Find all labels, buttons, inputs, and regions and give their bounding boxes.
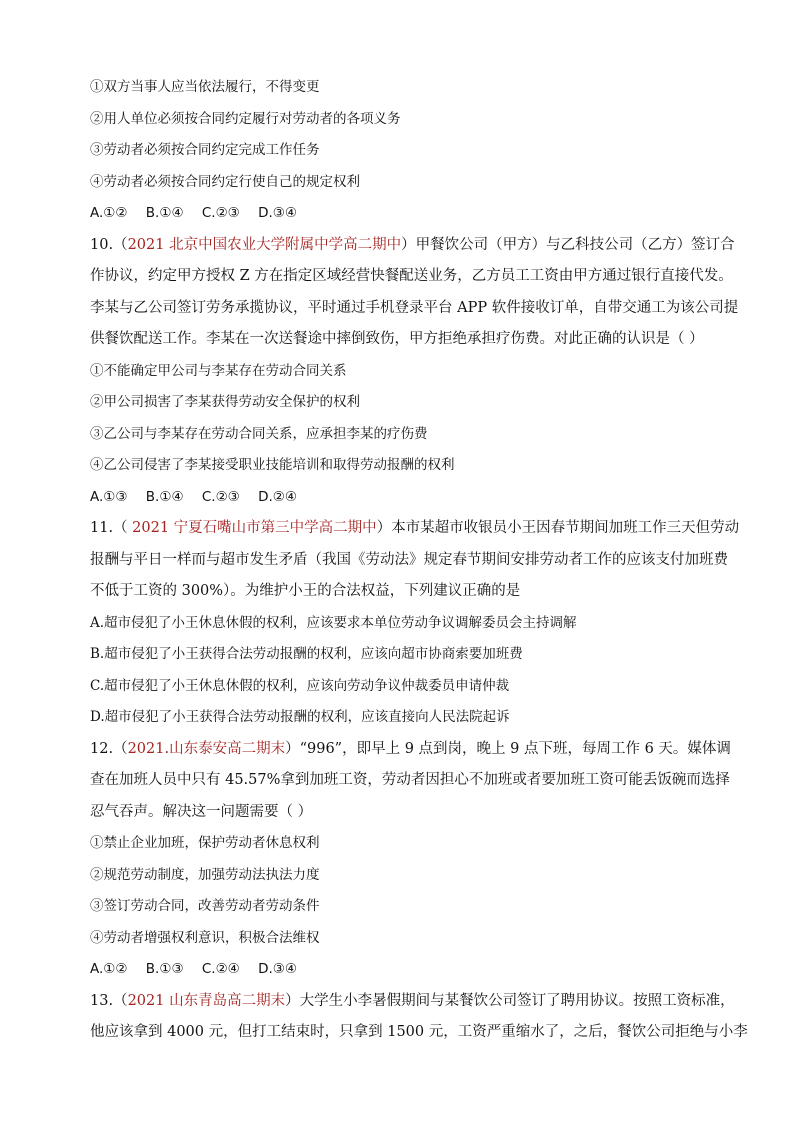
q12-source: 2021.山东泰安高二期末 bbox=[127, 740, 286, 757]
q10-option-4: ④乙公司侵害了李某接受职业技能培训和取得劳动报酬的权利 bbox=[90, 457, 455, 473]
q12-stem-line-3: 忍气吞声。解决这一问题需要（ ） bbox=[90, 803, 313, 820]
q11-number: 11.（ bbox=[90, 520, 128, 536]
q10-choices bbox=[90, 488, 710, 507]
q12-stem-text-1: “996”，即早上 9 点到岗，晚上 9 点下班，每周工作 6 天。媒体调 bbox=[299, 740, 731, 757]
q12-choices bbox=[90, 960, 710, 979]
q10-stem-line-3: 李某与乙公司签订劳务承揽协议，平时通过手机登录平台 APP 软件接收订单，自带交通工为该公司提 bbox=[90, 299, 739, 316]
q11-stem-text-1: 本市某超市收银员小王因春节期间加班工作三天但劳动 bbox=[391, 520, 740, 536]
q10-choice-c: C.②③ bbox=[201, 488, 240, 505]
q10-stem-line-2: 作协议，约定甲方授权 Z 方在指定区域经营快餐配送业务，乙方员工工资由甲方通过银行直接代发。 bbox=[90, 268, 733, 284]
q10-choice-a: A.①③ bbox=[90, 488, 128, 505]
q11-option-c: C.超市侵犯了小王休息休假的权利，应该向劳动争议仲裁委员申请仲裁 bbox=[90, 677, 510, 694]
q13-source-close: ） bbox=[285, 992, 300, 1009]
q12-choice-d: D.③④ bbox=[258, 961, 297, 977]
q11-source-close: ） bbox=[376, 520, 392, 536]
q12-stem-line-2: 查在加班人员中只有 45.57%拿到加班工资，劳动者因担心不加班或者要加班工资可能丢饭碗而选择 bbox=[90, 772, 730, 788]
q13-stem-line-2: 他应该拿到 4000 元，但打工结束时，只拿到 1500 元，工资严重缩水了，之后，餐饮公司拒绝与小李 bbox=[90, 1024, 748, 1040]
q9-choice-c: C.②③ bbox=[201, 205, 240, 221]
q12-choice-c: C.②④ bbox=[201, 961, 240, 977]
q12-option-3: ③签订劳动合同，改善劳动者劳动条件 bbox=[90, 898, 320, 914]
q9-choice-a: A.①② bbox=[90, 205, 128, 221]
q10-stem-line-1 bbox=[90, 236, 735, 255]
q10-stem-line-4: 供餐饮配送工作。李某在一次送餐途中摔倒致伤，甲方拒绝承担疗伤费。对此正确的认识是（ ） bbox=[90, 331, 704, 347]
q11-stem-line-1 bbox=[90, 519, 740, 538]
q12-number: 12.（ bbox=[90, 740, 128, 757]
q10-option-2: ②甲公司损害了李某获得劳动安全保护的权利 bbox=[90, 394, 360, 410]
q9-option-3: ③劳动者必须按合同约定完成工作任务 bbox=[90, 142, 320, 158]
q11-option-d: D.超市侵犯了小王获得合法劳动报酬的权利，应该直接向人民法院起诉 bbox=[90, 709, 510, 725]
q10-choice-b: B.①④ bbox=[145, 488, 184, 505]
q12-stem-line-1 bbox=[90, 740, 731, 759]
q13-number: 13.（ bbox=[90, 992, 128, 1009]
document-page bbox=[90, 78, 748, 1055]
q9-option-1: ①双方当事人应当依法履行，不得变更 bbox=[90, 79, 320, 95]
q9-option-4: ④劳动者必须按合同约定行使自己的规定权利 bbox=[90, 173, 360, 190]
q10-choice-d: D.②④ bbox=[258, 488, 297, 505]
q12-option-2: ②规范劳动制度，加强劳动法执法力度 bbox=[90, 866, 320, 883]
q11-stem-line-2: 报酬与平日一样而与超市发生矛盾（我国《劳动法》规定春节期间安排劳动者工作的应该支付加班费 bbox=[90, 551, 728, 568]
q10-number: 10.（ bbox=[90, 236, 128, 253]
q12-source-close: ） bbox=[285, 740, 300, 757]
q10-stem-text-1: 甲餐饮公司（甲方）与乙科技公司（乙方）签订合 bbox=[415, 236, 735, 253]
q11-option-a: A.超市侵犯了小王休息休假的权利，应该要求本单位劳动争议调解委员会主持调解 bbox=[90, 614, 577, 631]
q11-source: 2021 宁夏石嘴山市第三中学高二期中 bbox=[127, 520, 377, 536]
q9-choice-d: D.③④ bbox=[258, 205, 297, 221]
q11-option-b: B.超市侵犯了小王获得合法劳动报酬的权利，应该向超市协商索要加班费 bbox=[90, 646, 523, 662]
q10-option-3: ③乙公司与李某存在劳动合同关系，应承担李某的疗伤费 bbox=[90, 425, 428, 442]
q9-choice-b: B.①④ bbox=[145, 205, 184, 221]
q12-option-1: ①禁止企业加班，保护劳动者休息权利 bbox=[90, 835, 320, 851]
q12-choice-b: B.①③ bbox=[145, 961, 184, 977]
q12-choice-a: A.①② bbox=[90, 961, 128, 977]
q12-option-4: ④劳动者增强权利意识，积极合法维权 bbox=[90, 929, 320, 946]
q13-stem-line-1 bbox=[90, 992, 735, 1011]
q10-source: 2021 北京中国农业大学附属中学高二期中 bbox=[127, 236, 402, 253]
q13-source: 2021 山东青岛高二期末 bbox=[127, 992, 286, 1009]
q11-stem-line-3: 不低于工资的 300%）。为维护小王的合法权益，下列建议正确的是 bbox=[90, 583, 521, 599]
q9-option-2: ②用人单位必须按合同约定履行对劳动者的各项义务 bbox=[90, 110, 401, 127]
q10-option-1: ①不能确定甲公司与李某存在劳动合同关系 bbox=[90, 362, 347, 379]
q10-source-close: ） bbox=[401, 236, 416, 253]
q9-choices bbox=[90, 204, 710, 223]
q13-stem-text-1: 大学生小李暑假期间与某餐饮公司签订了聘用协议。按照工资标准， bbox=[299, 992, 735, 1009]
